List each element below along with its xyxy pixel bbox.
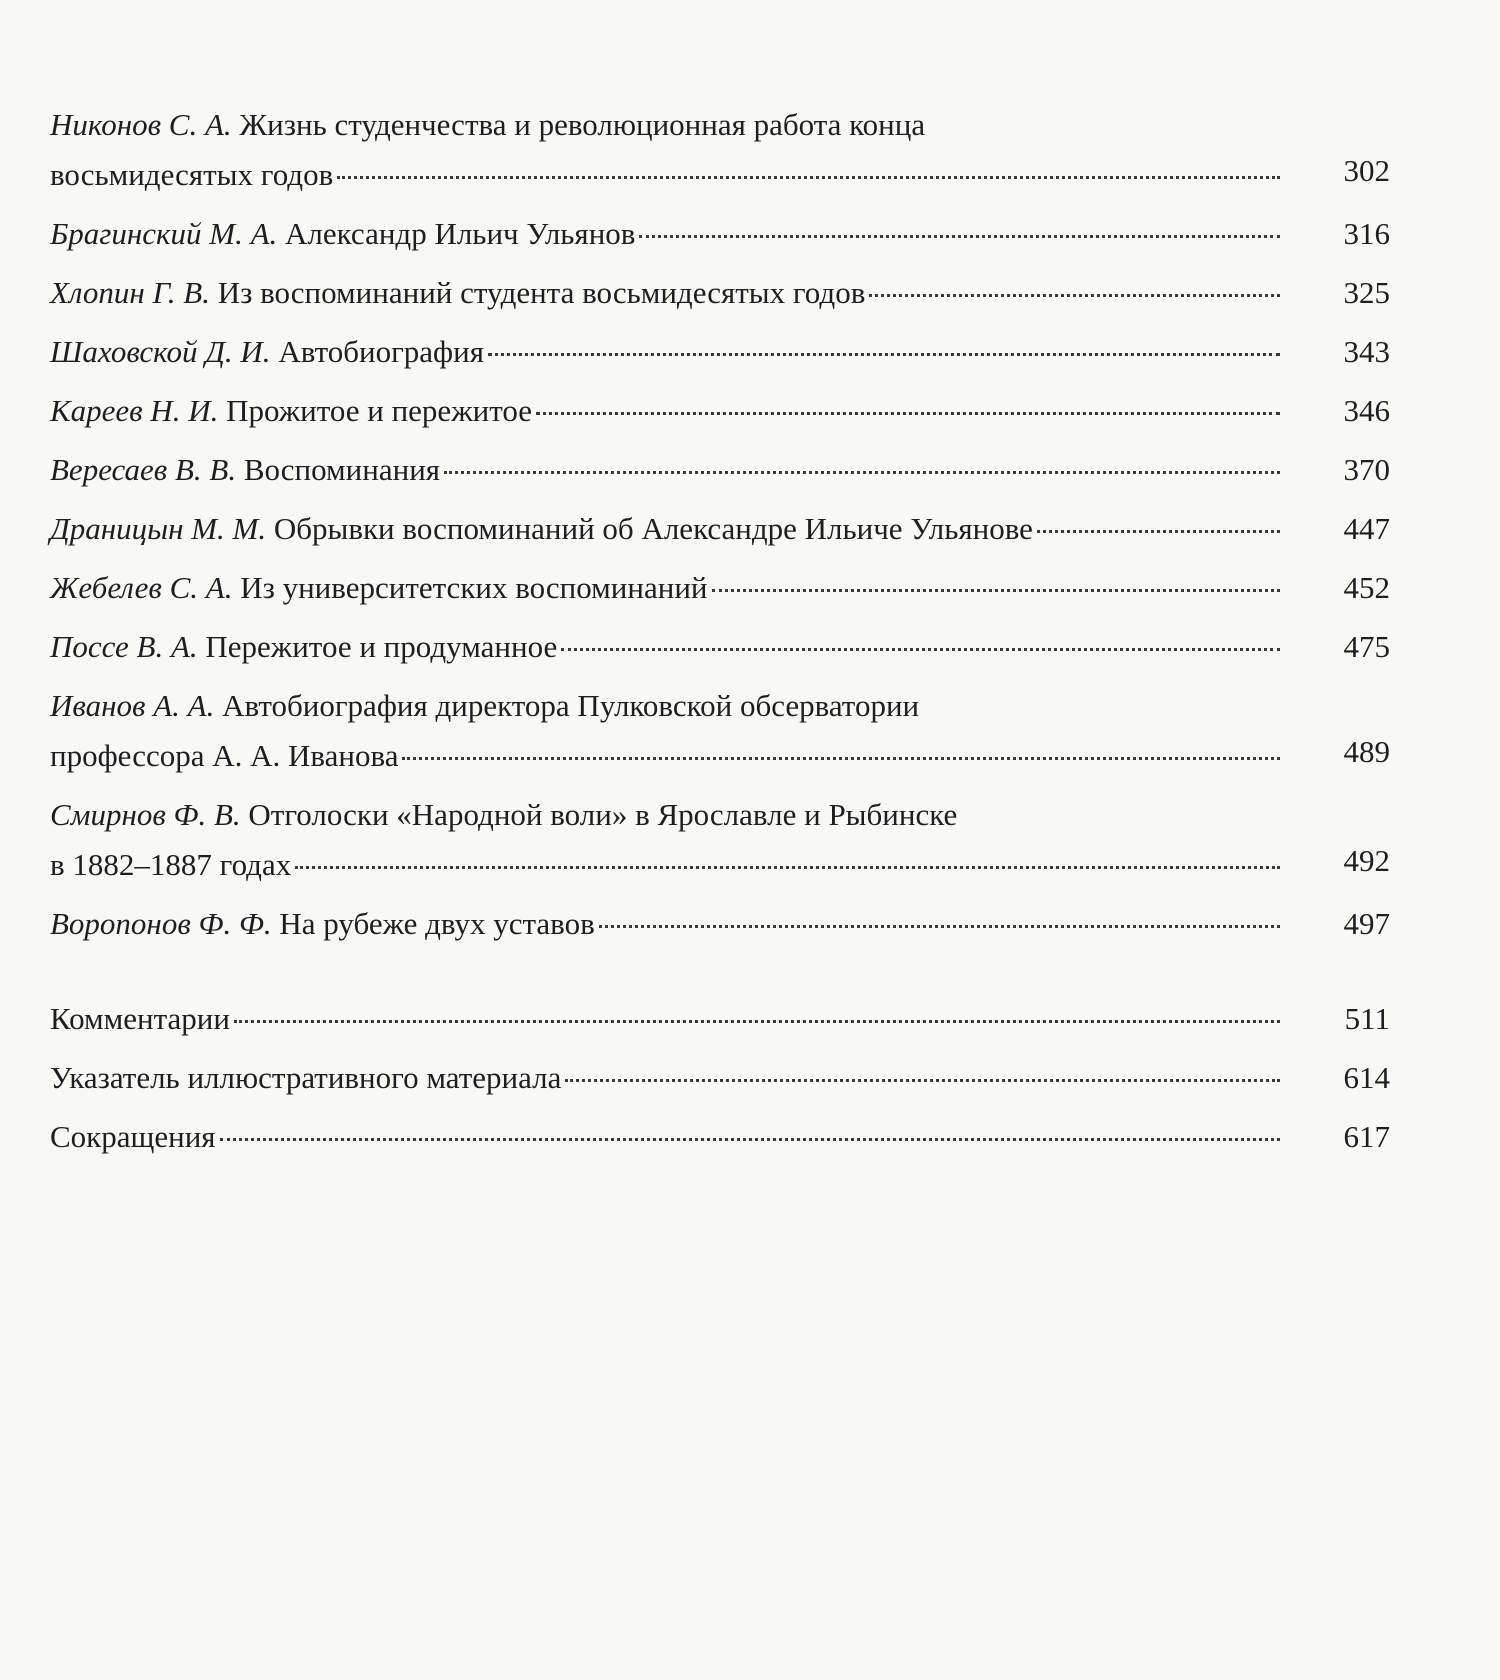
toc-entry (50, 899, 1390, 949)
toc-entry-page: 475 (1343, 629, 1390, 664)
toc-entry-lastline (50, 622, 1390, 672)
toc-entry-text (50, 268, 865, 318)
toc-entry-page: 497 (1343, 906, 1390, 941)
toc-entry-lastline (50, 386, 1390, 436)
toc-entry-page: 452 (1343, 570, 1390, 605)
dot-leader (639, 235, 1280, 238)
toc-entry-page: 489 (1343, 734, 1390, 769)
dot-leader (599, 925, 1280, 928)
toc-entry (50, 209, 1390, 259)
toc-entry-title: Обрывки воспоминаний об Александре Ильиче Ульянове (273, 511, 1033, 546)
toc-entry (50, 445, 1390, 495)
toc-entry-text (50, 386, 532, 436)
toc-entry (50, 622, 1390, 672)
dot-leader (220, 1138, 1280, 1141)
toc-entry-author: Смирнов Ф. В. (50, 797, 241, 832)
toc-entry-text (50, 327, 484, 377)
toc-appendix-entry (50, 1112, 1390, 1162)
toc-entry-lastline (50, 327, 1390, 377)
toc-entry-lastline (50, 150, 1390, 200)
toc-entry-text (50, 622, 557, 672)
toc-entry-author: Поссе В. А. (50, 629, 198, 664)
dot-leader (869, 294, 1280, 297)
toc-entry-title: Из воспоминаний студента восьмидесятых годов (217, 275, 866, 310)
table-of-contents (50, 100, 1390, 1171)
toc-entry-title: Пережитое и продуманное (205, 629, 558, 664)
toc-entry (50, 100, 1390, 200)
dot-leader (234, 1020, 1280, 1023)
toc-entry-text (50, 899, 595, 949)
toc-entry-page: 617 (1343, 1119, 1390, 1154)
dot-leader (488, 353, 1280, 356)
toc-entry (50, 327, 1390, 377)
toc-entry-author: Жебелев С. А. (50, 570, 233, 605)
dot-leader (565, 1079, 1280, 1082)
toc-entry-lastline (50, 209, 1390, 259)
toc-entry-lastline (50, 563, 1390, 613)
toc-entry-title: Воспоминания (243, 452, 441, 487)
toc-entry-author: Кареев Н. И. (50, 393, 219, 428)
toc-entry-page: 447 (1343, 511, 1390, 546)
toc-entry-title: Указатель иллюстративного материала (50, 1060, 562, 1095)
toc-entry-page: 343 (1343, 334, 1390, 369)
toc-entry-text (50, 209, 635, 259)
dot-leader (295, 866, 1280, 869)
toc-entry-page: 614 (1343, 1060, 1390, 1095)
section-gap (50, 958, 1390, 994)
toc-entry-author: Брагинский М. А. (50, 216, 278, 251)
toc-entry-title: восьмидесятых годов (50, 157, 334, 192)
toc-entry-author: Драницын М. М. (50, 511, 267, 546)
toc-entry-page: 325 (1343, 275, 1390, 310)
dot-leader (1037, 530, 1280, 533)
dot-leader (561, 648, 1280, 651)
toc-entry-line1 (50, 100, 1390, 150)
toc-entry-line1 (50, 790, 1390, 840)
toc-entry-lastline (50, 994, 1390, 1044)
toc-entry-lastline (50, 1112, 1390, 1162)
toc-entry-title: Прожитое и пережитое (226, 393, 532, 428)
toc-entry-page: 370 (1343, 452, 1390, 487)
toc-entry (50, 790, 1390, 890)
toc-entry-title: На рубеже двух уставов (279, 906, 595, 941)
toc-entry-text (50, 445, 440, 495)
toc-entry-page: 511 (1344, 1001, 1390, 1036)
toc-entry-page: 316 (1343, 216, 1390, 251)
toc-entry (50, 681, 1390, 781)
toc-entry-lastline (50, 1053, 1390, 1103)
toc-entry-lastline (50, 731, 1390, 781)
toc-entry-title: Александр Ильич Ульянов (285, 216, 636, 251)
toc-entry (50, 504, 1390, 554)
toc-entry-lastline (50, 504, 1390, 554)
toc-entry-title: Из университетских воспоминаний (240, 570, 708, 605)
dot-leader (337, 176, 1280, 179)
toc-entry-text (50, 504, 1033, 554)
toc-entry-page: 302 (1343, 153, 1390, 188)
toc-appendix-entry (50, 1053, 1390, 1103)
toc-entry-author: Никонов С. А. (50, 107, 232, 142)
toc-appendix-entry (50, 994, 1390, 1044)
dot-leader (402, 757, 1280, 760)
toc-entry (50, 563, 1390, 613)
toc-entry-author: Хлопин Г. В. (50, 275, 210, 310)
toc-entry-title: Комментарии (50, 1001, 230, 1036)
dot-leader (444, 471, 1280, 474)
toc-entry-lastline (50, 899, 1390, 949)
dot-leader (536, 412, 1280, 415)
toc-entry-title: профессора А. А. Иванова (50, 738, 399, 773)
toc-entry-page: 346 (1343, 393, 1390, 428)
toc-entry-line1 (50, 681, 1390, 731)
toc-entry-page: 492 (1343, 843, 1390, 878)
toc-entry-title: Отголоски «Народной воли» в Ярославле и Рыбинске (248, 797, 958, 832)
toc-entry-text (50, 563, 708, 613)
toc-entry-lastline (50, 840, 1390, 890)
toc-entry-author: Иванов А. А. (50, 688, 215, 723)
dot-leader (712, 589, 1280, 592)
toc-entry-author: Вересаев В. В. (50, 452, 237, 487)
toc-entry (50, 268, 1390, 318)
toc-entry-title: в 1882–1887 годах (50, 847, 292, 882)
toc-entry-title: Автобиография (278, 334, 484, 369)
toc-entry-title: Жизнь студенчества и революционная работа конца (239, 107, 926, 142)
toc-entry-author: Воропонов Ф. Ф. (50, 906, 272, 941)
toc-entry-author: Шаховской Д. И. (50, 334, 271, 369)
toc-entry-lastline (50, 445, 1390, 495)
toc-entry-lastline (50, 268, 1390, 318)
toc-entry-title: Автобиография директора Пулковской обсерватории (222, 688, 920, 723)
toc-entry-title: Сокращения (50, 1119, 216, 1154)
toc-entry (50, 386, 1390, 436)
